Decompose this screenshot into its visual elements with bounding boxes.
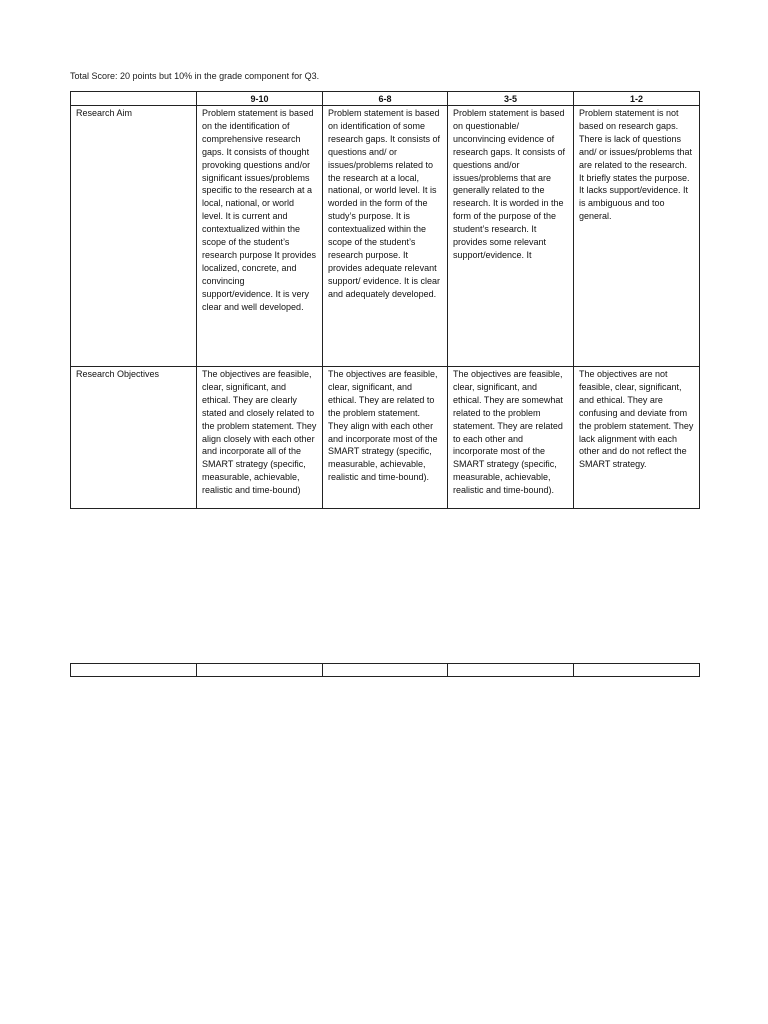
total-score-note: Total Score: 20 points but 10% in the grade component for Q3. bbox=[70, 71, 320, 81]
rubric-header-row bbox=[71, 92, 700, 106]
header-criterion bbox=[71, 92, 197, 106]
descriptor-cell: Problem statement is based on the identification of comprehensive research gaps. It consists of thought provoking questions and/or significant issues/problems specific to the research at a local, national, or world level. It is current and contextualized within the scope of the student’s research purpose It provides localized, concrete, and convincing support/evidence. It is very clear and well developed. bbox=[197, 106, 323, 367]
empty-cell bbox=[574, 664, 700, 677]
table-row bbox=[71, 664, 700, 677]
empty-cell bbox=[197, 664, 323, 677]
criterion-label: Research Objectives bbox=[71, 367, 197, 509]
criterion-label: Research Aim bbox=[71, 106, 197, 367]
rubric-row-research-objectives bbox=[71, 367, 700, 509]
header-score-9-10: 9-10 bbox=[197, 92, 323, 106]
empty-table-row bbox=[70, 663, 700, 677]
header-score-3-5: 3-5 bbox=[448, 92, 574, 106]
descriptor-cell: Problem statement is not based on research gaps. There is lack of questions and/ or issues/problems that are related to the research. It briefly states the purpose. It lacks support/evidence. It is ambiguous and too general. bbox=[574, 106, 700, 367]
header-score-1-2: 1-2 bbox=[574, 92, 700, 106]
descriptor-cell: The objectives are feasible, clear, significant, and ethical. They are related to the problem statement. They align with each other and incorporate most of the SMART strategy (specific, measurable, achievable, realistic and time-bound). bbox=[323, 367, 448, 509]
header-score-6-8: 6-8 bbox=[323, 92, 448, 106]
empty-cell bbox=[448, 664, 574, 677]
descriptor-cell: The objectives are not feasible, clear, significant, and ethical. They are confusing and deviate from the problem statement. They lack alignment with each other and do not reflect the SMART strategy. bbox=[574, 367, 700, 509]
empty-cell bbox=[323, 664, 448, 677]
rubric-table bbox=[70, 91, 700, 509]
descriptor-cell: The objectives are feasible, clear, significant, and ethical. They are somewhat related to the problem statement. They are related to each other and incorporate most of the SMART strategy (specific, measurable, achievable, realistic and time-bound). bbox=[448, 367, 574, 509]
empty-cell bbox=[71, 664, 197, 677]
descriptor-cell: Problem statement is based on identification of some research gaps. It consists of questions and/ or issues/problems related to the research at a local, national, or world level. It is worded in the form of the study’s purpose. It is contextualized within the scope of the student’s research purpose. It provides adequate relevant support/ evidence. It is clear and adequately developed. bbox=[323, 106, 448, 367]
descriptor-cell: Problem statement is based on questionable/ unconvincing evidence of research gaps. It consists of questions and/or issues/problems that are generally related to the research. It is worded in the form of the purpose of the student’s research. It provides some relevant support/evidence. It bbox=[448, 106, 574, 367]
descriptor-cell: The objectives are feasible, clear, significant, and ethical. They are clearly stated and closely related to the problem statement. They align closely with each other and incorporate all of the SMART strategy (specific, measurable, achievable, realistic and time-bound) bbox=[197, 367, 323, 509]
rubric-row-research-aim bbox=[71, 106, 700, 367]
